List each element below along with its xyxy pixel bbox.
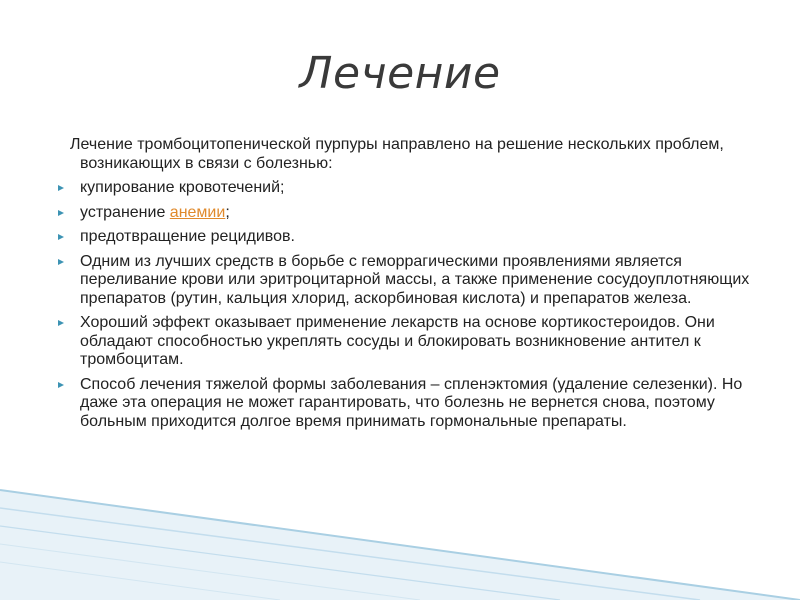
bullet-text: Одним из лучших средств в борьбе с геморрагическими проявлениями является переливание крови или эритроцитарной массы, а также применение сосудоуплотняющих препаратов (рутин, кальция хлорид, аскорбиновая кислота) и препаратов железа. (80, 252, 750, 307)
bullet-item (58, 253, 758, 309)
bullet-text: купирование кровотечений; (80, 179, 285, 196)
corner-stripes-decoration (0, 480, 800, 600)
bullet-text: предотвращение рецидивов. (80, 228, 295, 245)
bullet-item (58, 228, 758, 247)
bullet-text-after-link: ; (225, 203, 230, 221)
bullet-text: Хороший эффект оказывает применение лекарств на основе кортикостероидов. Они обладают способностью укреплять сосуды и блокировать возникновение антител к тромбоцитам. (80, 314, 715, 368)
bullet-text: Способ лечения тяжелой формы заболевания – спленэктомия (удаление селезенки). Но даже эта операция не может гарантировать, что болезнь не вернется снова, поэтому больным приходится долгое время принимать гормональные препараты. (80, 375, 743, 430)
bullet-item (58, 376, 758, 432)
bullet-triangle-icon (58, 185, 64, 191)
anemia-link[interactable]: анемии (169, 203, 226, 221)
intro-text: Лечение тромбоцитопенической пурпуры направлено на решение нескольких проблем, возникающих в связи с болезнью: (70, 136, 724, 172)
bullet-triangle-icon (58, 320, 64, 326)
bullet-triangle-icon (58, 210, 64, 216)
slide-title: Лечение (299, 48, 501, 99)
slide-body (58, 136, 758, 437)
bullet-item (58, 179, 758, 198)
bullet-triangle-icon (58, 382, 64, 388)
intro-paragraph (58, 136, 758, 173)
bullet-text-before-link: устранение (80, 203, 170, 221)
bullet-item (58, 314, 758, 370)
bullet-item (58, 204, 758, 223)
bullet-triangle-icon (58, 259, 64, 265)
bullet-triangle-icon (58, 234, 64, 240)
bullet-list (58, 179, 758, 431)
